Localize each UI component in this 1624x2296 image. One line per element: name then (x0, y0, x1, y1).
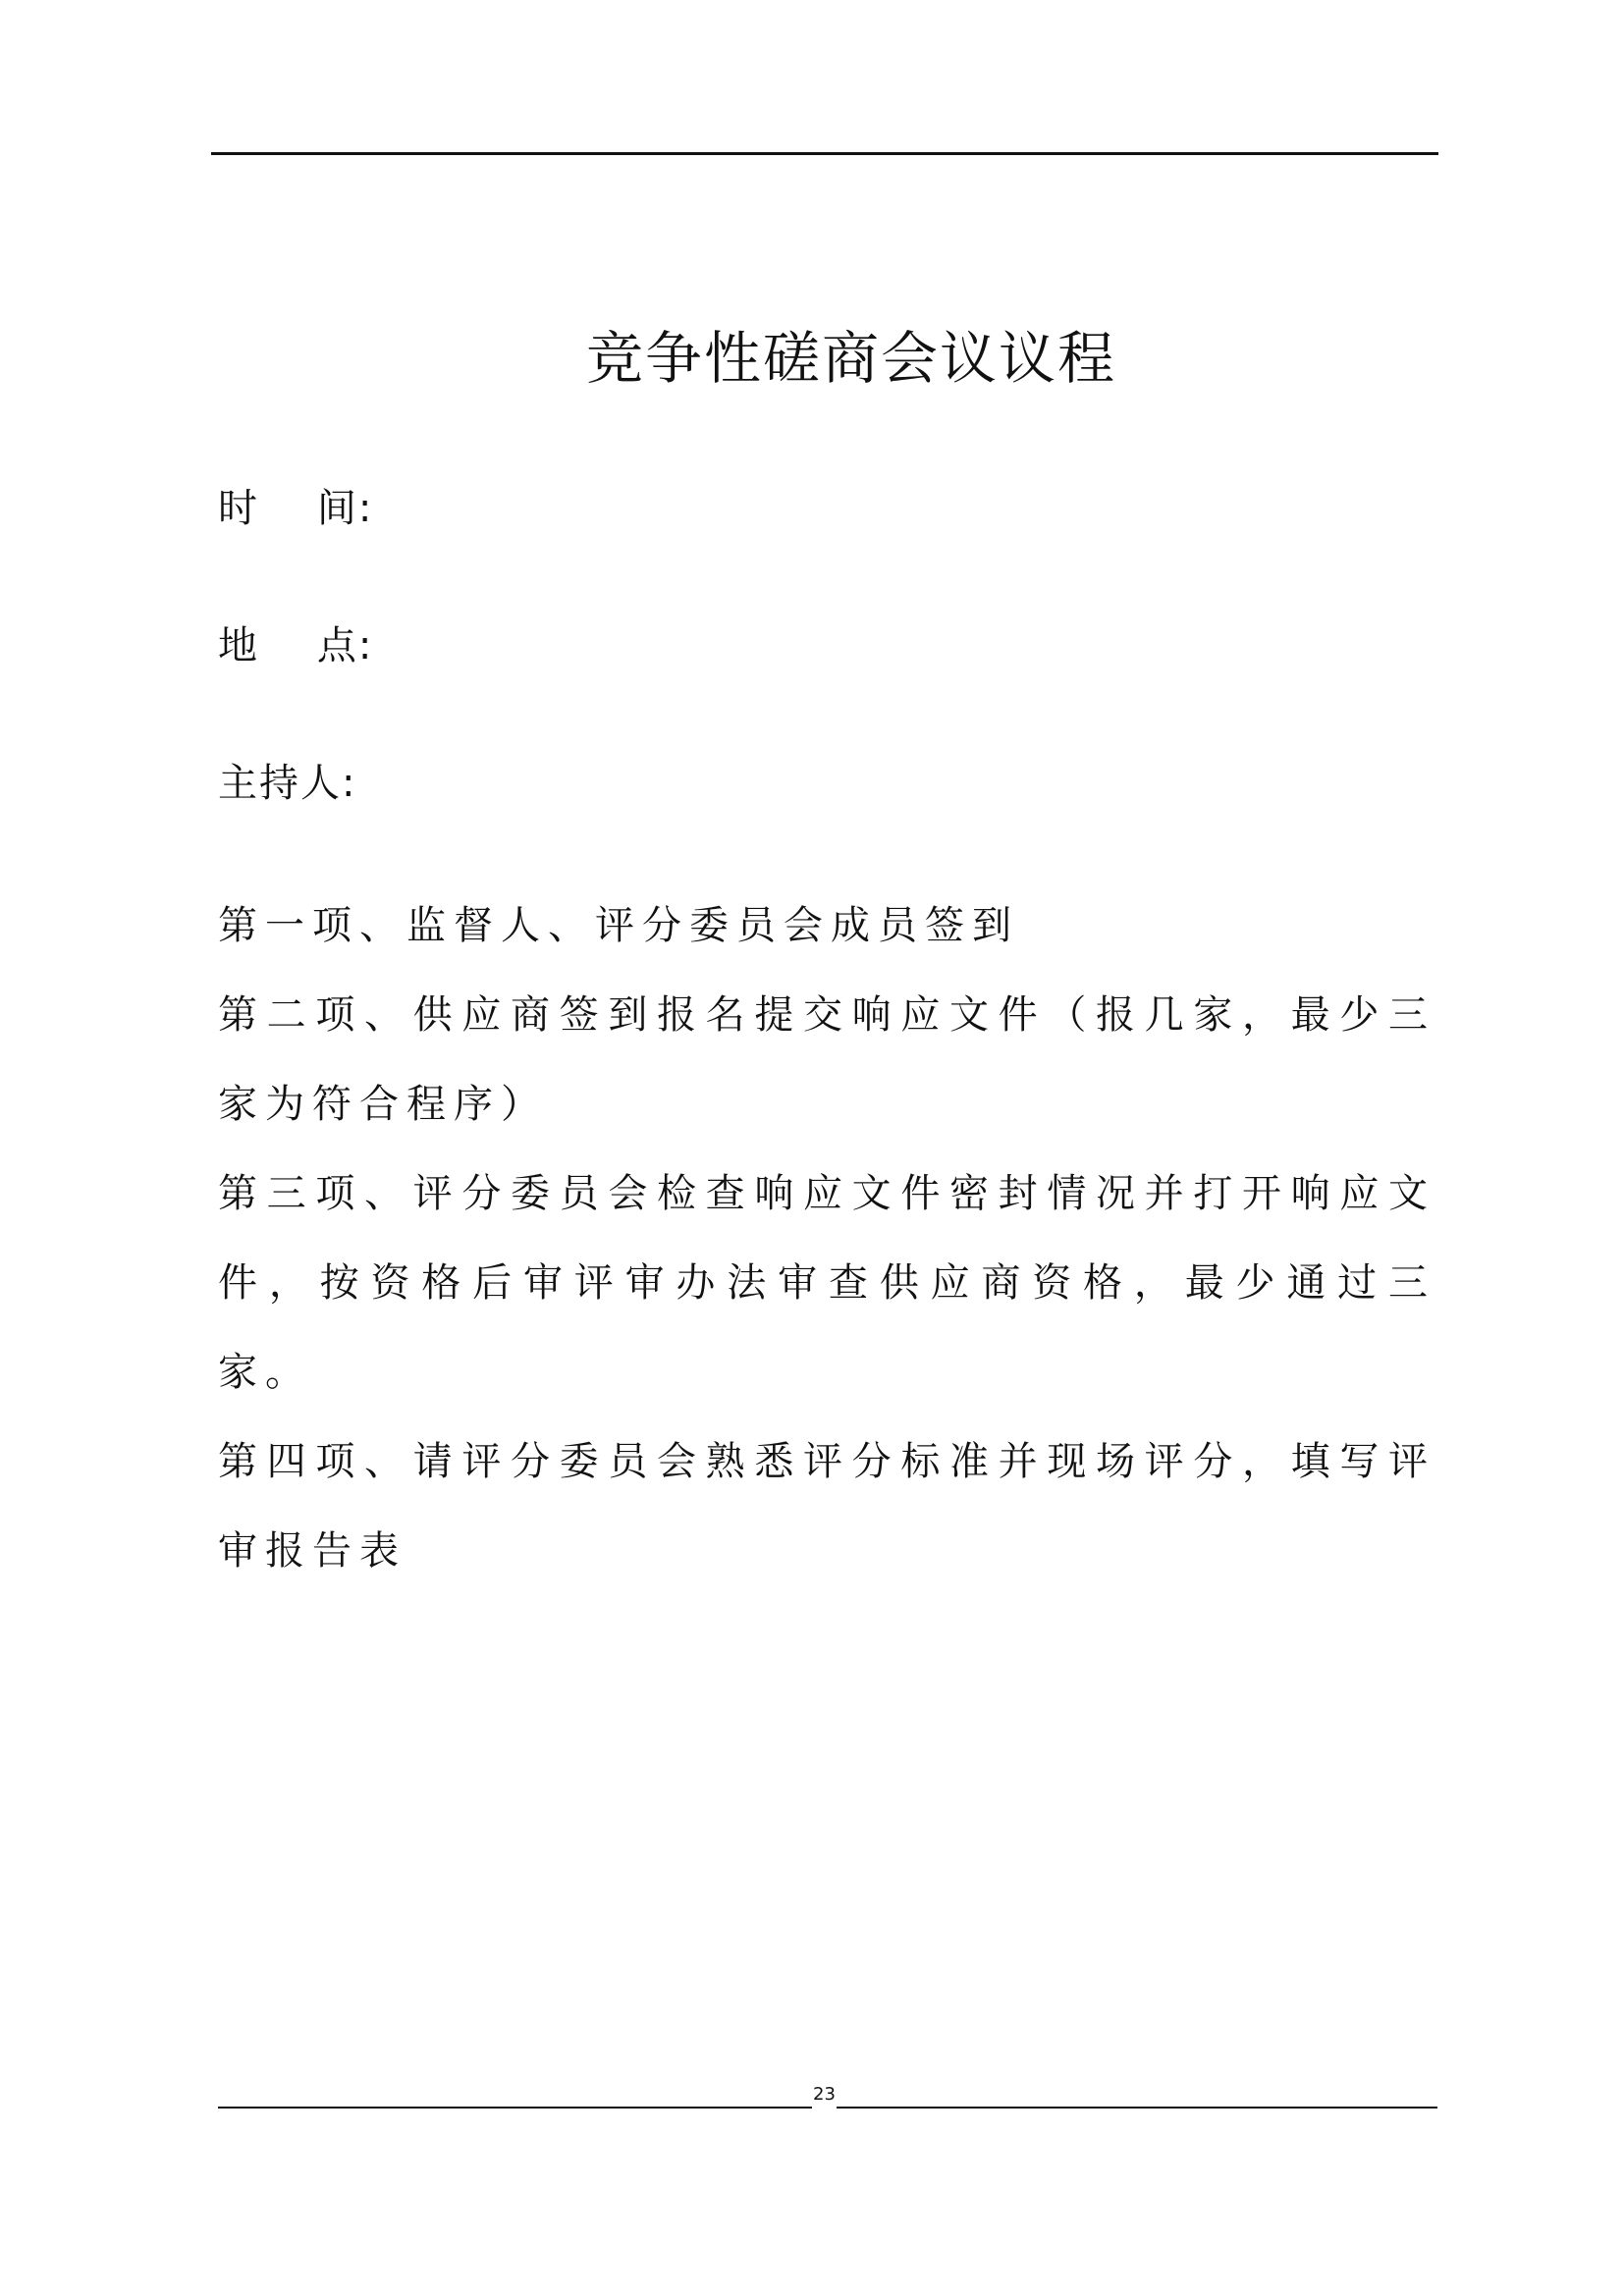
footer-rule-left (218, 2107, 812, 2109)
page-number: 23 (813, 2084, 836, 2105)
header-rule (211, 152, 1438, 155)
agenda-list (218, 881, 1435, 1596)
agenda-item-1: 第一项、监督人、评分委员会成员签到 (218, 903, 1019, 948)
agenda-item-3: 第三项、评分委员会检查响应文件密封情况并打开响应文件，按资格后审评审办法审查供应商资格，最少通过三家。 (218, 1171, 1435, 1395)
document-title: 竞争性磋商会议议程 (585, 325, 1116, 392)
location-field: 地 点: (218, 623, 374, 668)
agenda-item-2: 第二项、供应商签到报名提交响应文件（报几家，最少三家为符合程序） (218, 992, 1435, 1127)
agenda-item-4: 第四项、请评分委员会熟悉评分标准并现场评分，填写评审报告表 (218, 1439, 1435, 1574)
footer-rule-right (837, 2107, 1437, 2109)
host-field: 主持人: (218, 761, 357, 806)
time-field: 时 间: (218, 486, 374, 531)
